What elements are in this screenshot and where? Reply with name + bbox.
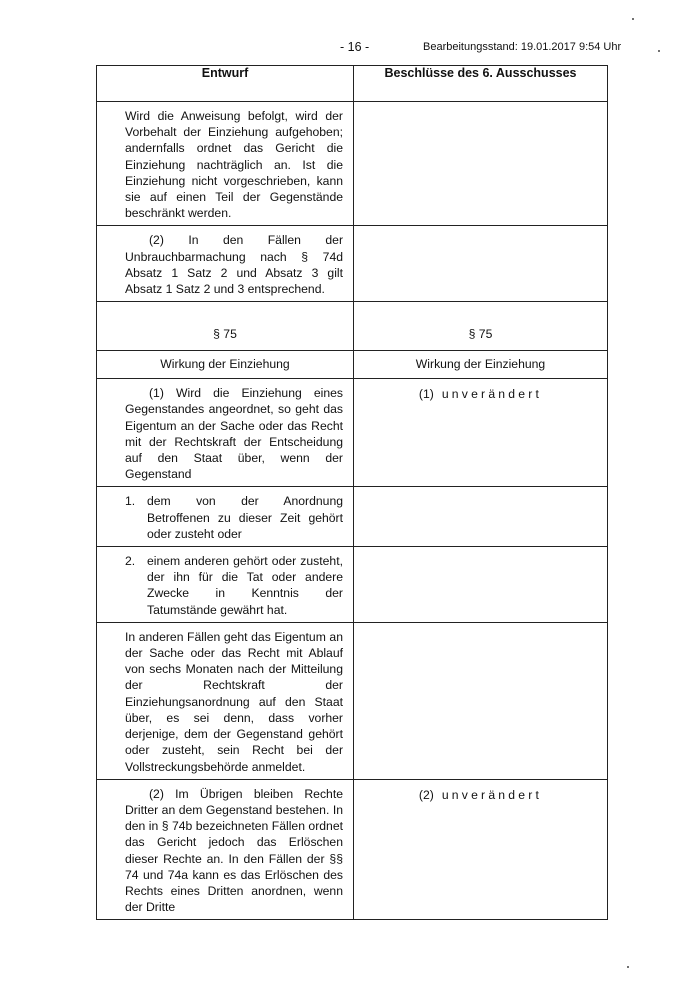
section-number-row [97,302,608,351]
draft-cell [97,622,354,779]
committee-cell [354,622,608,779]
draft-cell [97,487,354,547]
list-marker: 2. [125,554,136,569]
draft-cell [97,779,354,920]
committee-cell [354,379,608,487]
paragraph-number: (2) [418,787,434,802]
draft-title-cell [97,351,354,379]
scan-speck [632,18,634,20]
table-row [97,487,608,547]
committee-cell [354,102,608,226]
table-row [97,226,608,302]
column-heading-draft: Entwurf [97,66,354,102]
draft-text: (2) Im Übrigen bleiben Rechte Dritter an dem Gegenstand bestehen. In den in § 74b bezeichneten Fällen ordnet das Gericht jedoch das Erlöschen dieser Rechte an. In den Fällen der §§ 74 und 74a kann es das Erlöschen des Rechts eines Dritten anordnen, wenn der Dritte [125,786,343,915]
section-number: § 75 [213,327,237,342]
committee-cell [354,487,608,547]
draft-text: (1) Wird die Einziehung eines Gegenstandes angeordnet, so geht das Eigentum an der Sache oder das Recht mit der Rechtskraft der Entscheidung auf den Staat über, wenn der Gegenstand [125,386,343,482]
committee-text [354,226,607,236]
section-title-row [97,351,608,379]
draft-section-cell [97,302,354,351]
page-number: - 16 - [340,40,370,54]
list-item-text: einem anderen gehört oder zusteht, der ihn für die Tat oder andere Zwecke in Kenntnis der Tatumstände gewährt hat. [147,554,343,617]
draft-cell [97,226,354,302]
committee-text [354,623,607,633]
section-title: Wirkung der Einziehung [415,357,546,372]
table-row [97,622,608,779]
unchanged-note [354,780,607,803]
draft-cell [97,379,354,487]
scan-speck [658,50,660,52]
draft-text: In anderen Fällen geht das Eigentum an der Sache oder das Recht mit Ablauf von sechs Monaten nach der Mitteilung der Rechtskraft der Einziehungsanordnung auf den Staat über, es sei denn, dass vorher derjenige, dem der Gegenstand gehört oder zusteht, sein Recht bei der Vollstreckungsbehörde anmeldet. [125,629,343,774]
draft-cell [97,547,354,623]
synopsis-table [96,65,608,920]
draft-cell [97,102,354,226]
committee-cell [354,547,608,623]
table-row [97,779,608,920]
list-marker: 1. [125,494,136,509]
list-item [97,487,353,546]
committee-section-cell [354,302,608,351]
table-row [97,547,608,623]
table-header-row [97,66,608,102]
committee-cell [354,779,608,920]
page-header [0,40,700,58]
edit-status: Bearbeitungsstand: 19.01.2017 9:54 Uhr [423,41,622,53]
committee-cell [354,226,608,302]
committee-title-cell [354,351,608,379]
scan-speck [627,966,629,968]
draft-text: (2) In den Fällen der Unbrauchbarmachung nach § 74d Absatz 1 Satz 2 und Absatz 3 gilt Absatz 1 Satz 2 und 3 entsprechend. [125,233,343,297]
table-row [97,102,608,226]
list-item-text: dem von der Anordnung Betroffenen zu dieser Zeit gehört oder zusteht oder [147,494,343,541]
draft-text: Wird die Anweisung befolgt, wird der Vorbehalt der Einziehung aufgehoben; andernfalls ordnet das Gericht die Einziehung nachträglich an. Ist die Einziehung nicht vorgeschrieben, kann sie auf einen Teil der Gegenstände beschränkt werden. [125,109,343,221]
unchanged-note [354,379,607,402]
unchanged-word: unverändert [441,387,543,402]
section-number: § 75 [468,327,493,342]
committee-text [354,102,607,112]
paragraph-number: (1) [418,387,434,402]
table-row [97,379,608,487]
unchanged-word: unverändert [441,787,543,802]
list-item [97,547,353,622]
section-title: Wirkung der Einziehung [160,357,290,372]
column-heading-committee: Beschlüsse des 6. Ausschusses [354,66,608,102]
